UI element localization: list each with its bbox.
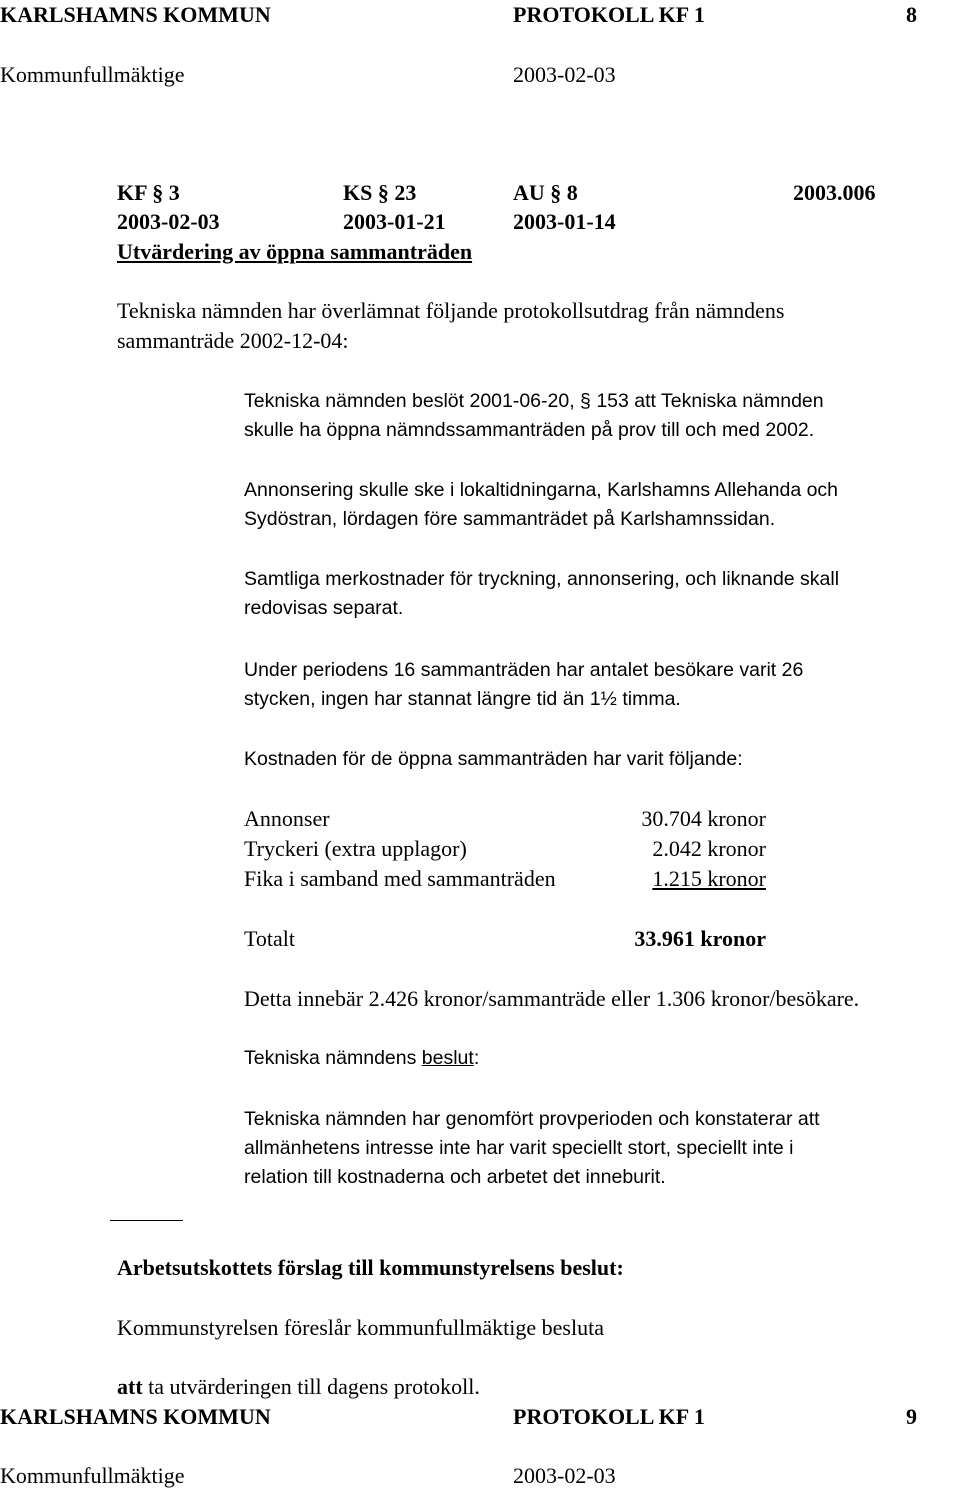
cost-summary: Detta innebär 2.426 kronor/sammanträde eller 1.306 kronor/besökare. bbox=[244, 986, 860, 1011]
next-header-page-number: 9 bbox=[906, 1404, 917, 1429]
decision-heading bbox=[244, 1043, 479, 1073]
au-proposal-heading: Arbetsutskottets förslag till kommunstyrelsens beslut: bbox=[117, 1255, 624, 1280]
cost-label-fika: Fika i samband med sammanträden bbox=[244, 866, 556, 891]
header-body: Kommunfullmäktige bbox=[0, 62, 185, 87]
att-text: ta utvärderingen till dagens protokoll. bbox=[142, 1374, 480, 1399]
cost-total-amount: 33.961 kronor bbox=[634, 926, 766, 951]
ks-proposal: Kommunstyrelsen föreslår kommunfullmäktige besluta bbox=[117, 1315, 604, 1340]
cost-amount-tryckeri: 2.042 kronor bbox=[652, 836, 766, 861]
next-header-doc: PROTOKOLL KF 1 bbox=[513, 1404, 705, 1429]
ref-ks-date: 2003-01-21 bbox=[343, 209, 446, 234]
ref-kf: KF § 3 bbox=[117, 180, 180, 205]
ref-au-date: 2003-01-14 bbox=[513, 209, 616, 234]
cost-label-annonser: Annonser bbox=[244, 806, 330, 831]
ref-dnr: 2003.006 bbox=[793, 180, 876, 205]
quote-p5: Kostnaden för de öppna sammanträden har varit följande: bbox=[244, 748, 743, 770]
quote-p2-line-1: Annonsering skulle ske i lokaltidningarna, Karlshamns Allehanda och bbox=[244, 479, 839, 501]
decision-heading-underlined: beslut bbox=[421, 1047, 474, 1069]
ref-ks: KS § 23 bbox=[343, 180, 417, 205]
section-title: Utvärdering av öppna sammanträden bbox=[117, 239, 473, 264]
header-org: KARLSHAMNS KOMMUN bbox=[0, 2, 271, 27]
separator-line bbox=[110, 1220, 183, 1221]
quote-p1-line-1: Tekniska nämnden beslöt 2001-06-20, § 153 att Tekniska nämnden bbox=[244, 390, 824, 412]
header-page-number: 8 bbox=[906, 2, 917, 27]
quote-p3-line-2: redovisas separat. bbox=[244, 597, 404, 619]
cost-amount-annonser: 30.704 kronor bbox=[641, 806, 766, 831]
quote-p2-line-2: Sydöstran, lördagen före sammanträdet på Karlshamnssidan. bbox=[244, 508, 776, 530]
quote-p3-line-1: Samtliga merkostnader för tryckning, annonsering, och liknande skall bbox=[244, 568, 840, 590]
decision-line-3: relation till kostnaderna och arbetet det inneburit. bbox=[244, 1166, 666, 1188]
next-header-org: KARLSHAMNS KOMMUN bbox=[0, 1404, 271, 1429]
header-doc: PROTOKOLL KF 1 bbox=[513, 2, 705, 27]
att-keyword: att bbox=[117, 1374, 143, 1399]
intro-line-2: sammanträde 2002-12-04: bbox=[117, 328, 349, 353]
quote-p4-line-1: Under periodens 16 sammanträden har antalet besökare varit 26 bbox=[244, 659, 804, 681]
intro-line-1: Tekniska nämnden har överlämnat följande protokollsutdrag från nämndens bbox=[117, 298, 785, 323]
decision-line-1: Tekniska nämnden har genomfört provperioden och konstaterar att bbox=[244, 1108, 820, 1130]
next-header-date: 2003-02-03 bbox=[513, 1463, 616, 1488]
ref-kf-date: 2003-02-03 bbox=[117, 209, 220, 234]
next-header-body: Kommunfullmäktige bbox=[0, 1463, 185, 1488]
att-clause bbox=[117, 1372, 480, 1402]
ref-au: AU § 8 bbox=[513, 180, 578, 205]
decision-heading-suffix: : bbox=[473, 1047, 480, 1069]
cost-amount-fika: 1.215 kronor bbox=[652, 866, 766, 891]
quote-p4-line-2: stycken, ingen har stannat längre tid än 1½ timma. bbox=[244, 688, 681, 710]
header-date: 2003-02-03 bbox=[513, 62, 616, 87]
cost-label-tryckeri: Tryckeri (extra upplagor) bbox=[244, 836, 467, 861]
cost-total-label: Totalt bbox=[244, 926, 296, 951]
decision-heading-prefix: Tekniska nämndens bbox=[244, 1047, 422, 1069]
decision-line-2: allmänhetens intresse inte har varit speciellt stort, speciellt inte i bbox=[244, 1137, 794, 1159]
quote-p1-line-2: skulle ha öppna nämndssammanträden på prov till och med 2002. bbox=[244, 419, 815, 441]
